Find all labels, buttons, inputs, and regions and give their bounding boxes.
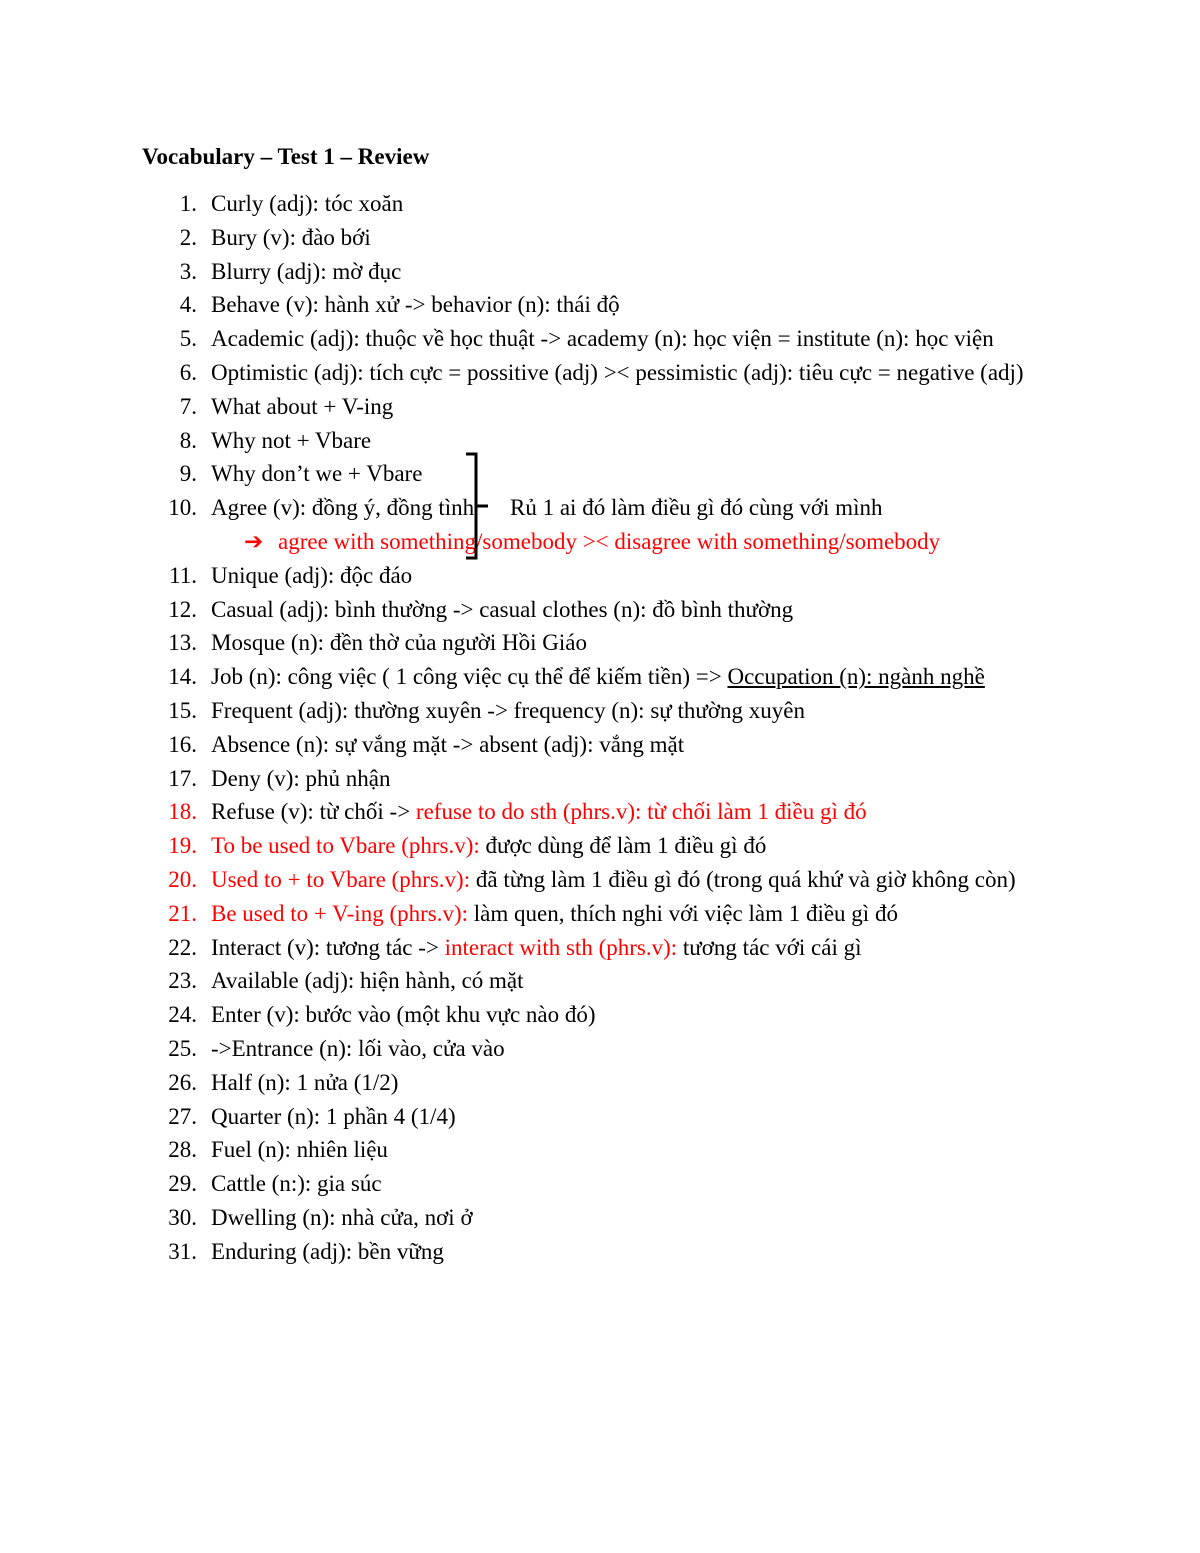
list-item (0, 1201, 1200, 1235)
item-text (211, 1167, 1061, 1201)
item-text (211, 457, 1061, 491)
list-item (0, 593, 1200, 627)
item-text (211, 660, 1061, 694)
item-text-segment: Bury (v): đào bới (211, 224, 371, 250)
list-item (0, 1133, 1200, 1167)
page-title: Vocabulary – Test 1 – Review (142, 144, 430, 169)
item-number: 10. (168, 495, 197, 521)
item-number: 22. (168, 934, 197, 960)
item-text-segment: Frequent (adj): thường xuyên -> frequency (n): sự thường xuyên (211, 697, 805, 723)
list-item (0, 931, 1200, 965)
item-number: 15. (168, 697, 197, 723)
item-text (211, 424, 1061, 458)
item-text (211, 356, 1061, 390)
list-item (0, 795, 1200, 829)
item-number: 9. (179, 461, 197, 487)
item-number: 8. (179, 427, 197, 453)
item-text (211, 863, 1061, 897)
item-number: 13. (168, 630, 197, 656)
item-number: 2. (179, 224, 197, 250)
list-item (0, 897, 1200, 931)
item-text (211, 964, 1061, 998)
arrow-right-icon: ➔ (244, 528, 264, 554)
item-number: 27. (168, 1103, 197, 1129)
item-text (211, 288, 1061, 322)
list-item (0, 559, 1200, 593)
item-text-segment: Refuse (v): từ chối -> (211, 799, 416, 825)
item-number: 26. (168, 1069, 197, 1095)
item-text (211, 1201, 1061, 1235)
list-item (0, 626, 1200, 660)
item-text (211, 593, 1061, 627)
item-text-segment: To be used to Vbare (phrs.v): (211, 833, 486, 859)
item-text-segment: What about + V-ing (211, 393, 394, 419)
item-text (211, 762, 1061, 796)
item-text (211, 998, 1061, 1032)
item-text-segment: Available (adj): hiện hành, có mặt (211, 968, 524, 994)
item-number: 23. (168, 968, 197, 994)
item-number: 4. (179, 292, 197, 318)
list-item (0, 356, 1200, 390)
item-text-segment: refuse to do sth (phrs.v): từ chối làm 1 điều gì đó (415, 799, 867, 825)
list-item (0, 964, 1200, 998)
item-text (211, 795, 1061, 829)
list-item (0, 1235, 1200, 1269)
item-text-segment: Unique (adj): độc đáo (211, 562, 413, 588)
bracket-note: Rủ 1 ai đó làm điều gì đó cùng với mình (510, 495, 883, 520)
item-text-segment: ->Entrance (n): lối vào, cửa vào (211, 1035, 505, 1061)
item-text-segment: interact with sth (phrs.v): (444, 934, 683, 960)
item-number: 28. (168, 1137, 197, 1163)
list-item (0, 660, 1200, 694)
list-item (0, 424, 1200, 458)
item-text-segment: Occupation (n): ngành nghề (727, 664, 985, 690)
item-text-segment: Why not + Vbare (211, 427, 372, 453)
item-text (211, 1100, 1061, 1134)
item-number: 25. (168, 1035, 197, 1061)
item-text (211, 1032, 1061, 1066)
item-number: 24. (168, 1002, 197, 1028)
item-number: 30. (168, 1204, 197, 1230)
item-text-segment: Academic (adj): thuộc về học thuật -> academy (n): học viện = institute (n): học viện (211, 326, 994, 352)
agree-note (0, 525, 1200, 559)
item-text-segment: Used to + to Vbare (phrs.v): (211, 866, 476, 892)
item-text (211, 829, 1061, 863)
item-text (211, 221, 1061, 255)
item-text (211, 1066, 1061, 1100)
item-text (211, 931, 1061, 965)
list-item (0, 221, 1200, 255)
item-number: 31. (168, 1238, 197, 1264)
item-text-segment: đã từng làm 1 điều gì đó (trong quá khứ và giờ không còn) (475, 866, 1016, 892)
item-text-segment: làm quen, thích nghi với việc làm 1 điều gì đó (473, 900, 898, 926)
item-text-segment: Job (n): công việc ( 1 công việc cụ thể để kiếm tiền) => (211, 664, 728, 690)
item-text-segment: Curly (adj): tóc xoăn (211, 191, 404, 216)
list-item (0, 728, 1200, 762)
item-number: 5. (179, 326, 197, 352)
item-number: 20. (168, 866, 197, 892)
item-text-segment: Casual (adj): bình thường -> casual clothes (n): đồ bình thường (211, 596, 794, 622)
item-text-segment: tương tác với cái gì (682, 934, 862, 960)
item-text-segment: Absence (n): sự vắng mặt -> absent (adj): vắng mặt (211, 731, 685, 757)
item-number: 21. (168, 900, 197, 926)
item-text-segment: Interact (v): tương tác -> (211, 934, 445, 960)
item-text (211, 187, 1061, 221)
item-text-segment: Enduring (adj): bền vững (211, 1238, 444, 1264)
item-text-segment: Agree (v): đồng ý, đồng tình (211, 495, 475, 521)
item-text (211, 1133, 1061, 1167)
item-text (211, 322, 1061, 356)
list-item (0, 288, 1200, 322)
item-text-segment: Fuel (n): nhiên liệu (211, 1137, 388, 1163)
item-text-segment: Behave (v): hành xử -> behavior (n): thái độ (211, 292, 620, 318)
item-text-segment: Why don’t we + Vbare (211, 461, 423, 487)
item-text (211, 1235, 1061, 1269)
list-item (0, 322, 1200, 356)
list-item (0, 694, 1200, 728)
agree-note-text: agree with something/somebody >< disagree with something/somebody (278, 528, 941, 554)
item-text-segment: Optimistic (adj): tích cực = possitive (adj) >< pessimistic (adj): tiêu cực = negative (adj) (211, 359, 1024, 385)
item-number: 16. (168, 731, 197, 757)
list-item (0, 255, 1200, 289)
item-number: 1. (179, 191, 197, 216)
item-text-segment: Dwelling (n): nhà cửa, nơi ở (211, 1204, 473, 1230)
item-text-segment: được dùng để làm 1 điều gì đó (485, 833, 767, 859)
item-number: 17. (168, 765, 197, 791)
item-number: 29. (168, 1171, 197, 1197)
item-number: 7. (179, 393, 197, 419)
item-text (211, 897, 1061, 931)
item-text-segment: Enter (v): bước vào (một khu vực nào đó) (211, 1002, 596, 1028)
item-text (211, 559, 1061, 593)
list-item (0, 829, 1200, 863)
item-number: 3. (179, 258, 197, 284)
list-item (0, 762, 1200, 796)
item-number: 11. (169, 562, 197, 588)
vocabulary-list (0, 187, 1200, 1269)
list-item (0, 457, 1200, 491)
list-item (0, 390, 1200, 424)
item-text (211, 255, 1061, 289)
item-number: 12. (168, 596, 197, 622)
item-text-segment: Mosque (n): đền thờ của người Hồi Giáo (211, 630, 587, 656)
item-text (211, 694, 1061, 728)
list-item (0, 1032, 1200, 1066)
list-item (0, 1066, 1200, 1100)
item-text-segment: Half (n): 1 nửa (1/2) (211, 1069, 399, 1095)
list-item (0, 1100, 1200, 1134)
item-text-segment: Quarter (n): 1 phần 4 (1/4) (211, 1103, 456, 1129)
item-text-segment: Be used to + V-ing (phrs.v): (211, 900, 474, 926)
item-number: 6. (179, 359, 197, 385)
list-item (0, 863, 1200, 897)
list-item (0, 187, 1200, 221)
grouping-bracket (450, 450, 490, 562)
item-text (211, 390, 1061, 424)
item-number: 18. (168, 799, 197, 825)
item-text (211, 626, 1061, 660)
list-item (0, 998, 1200, 1032)
list-item (0, 1167, 1200, 1201)
item-number: 19. (168, 833, 197, 859)
item-text (211, 728, 1061, 762)
item-text-segment: Blurry (adj): mờ đục (211, 258, 402, 284)
item-number: 14. (168, 664, 197, 690)
item-text-segment: Deny (v): phủ nhận (211, 765, 391, 791)
item-text-segment: Cattle (n:): gia súc (211, 1171, 382, 1197)
